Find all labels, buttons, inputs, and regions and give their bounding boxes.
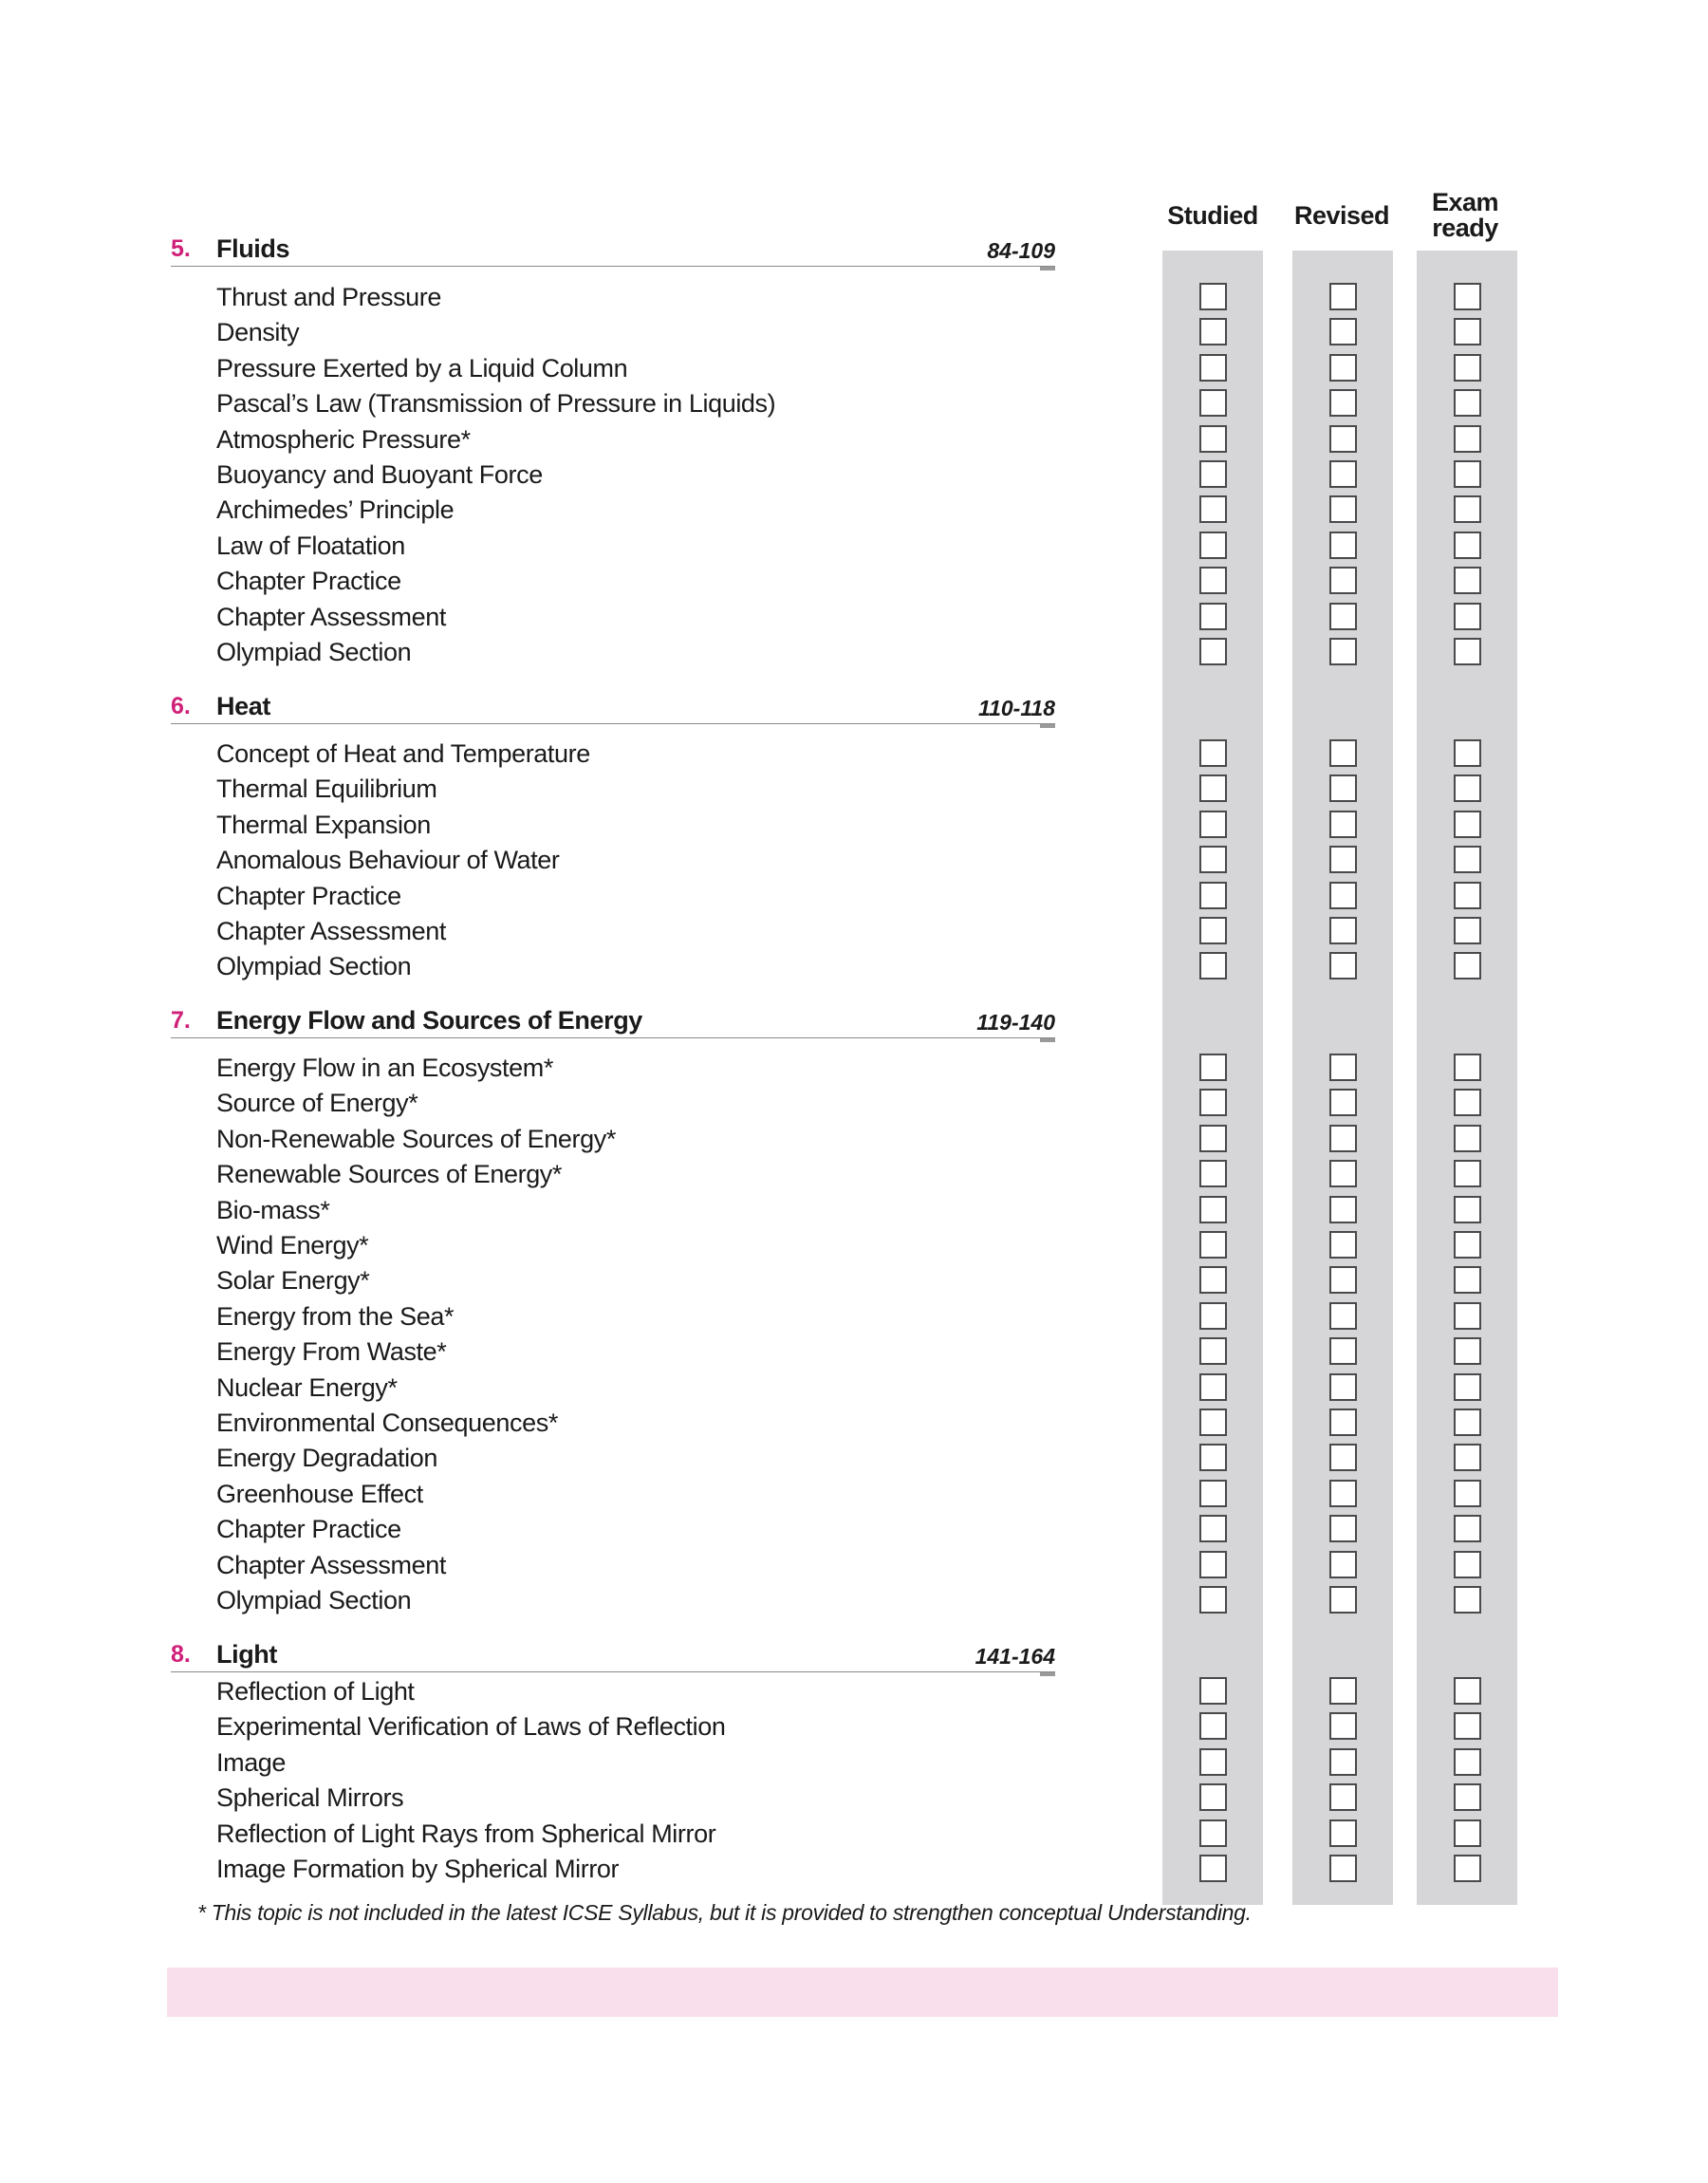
topic-item: Chapter Assessment xyxy=(216,1550,446,1579)
exam-ready-checkbox[interactable] xyxy=(1454,389,1481,417)
revised-checkbox[interactable] xyxy=(1329,882,1357,909)
exam-ready-checkbox[interactable] xyxy=(1454,1783,1481,1811)
studied-checkbox[interactable] xyxy=(1199,354,1227,382)
topic-item: Energy from the Sea* xyxy=(216,1301,455,1331)
exam-ready-checkbox[interactable] xyxy=(1454,1231,1481,1259)
revised-checkbox[interactable] xyxy=(1329,1586,1357,1614)
studied-checkbox[interactable] xyxy=(1199,739,1227,767)
topic-item: Image Formation by Spherical Mirror xyxy=(216,1855,620,1883)
studied-header: Studied xyxy=(1167,201,1258,230)
studied-checkbox[interactable] xyxy=(1199,846,1227,873)
exam-ready-checkbox[interactable] xyxy=(1454,1748,1481,1776)
footnote: * This topic is not included in the latest ICSE Syllabus, but it is provided to strengthen conceptual Understanding. xyxy=(197,1900,1252,1925)
studied-checkbox[interactable] xyxy=(1199,603,1227,630)
section-header xyxy=(171,689,1055,724)
studied-checkbox[interactable] xyxy=(1199,389,1227,417)
exam-ready-header xyxy=(1399,190,1532,241)
exam-ready-checkbox[interactable] xyxy=(1454,811,1481,838)
topic-item: Energy Flow in an Ecosystem* xyxy=(216,1054,553,1082)
revised-checkbox[interactable] xyxy=(1329,1302,1357,1330)
revised-checkbox[interactable] xyxy=(1329,774,1357,802)
exam-ready-checkbox[interactable] xyxy=(1454,638,1481,665)
revised-checkbox[interactable] xyxy=(1329,1125,1357,1152)
topic-item: Pressure Exerted by a Liquid Column xyxy=(216,353,628,382)
revised-checkbox[interactable] xyxy=(1329,1444,1357,1471)
studied-checkbox[interactable] xyxy=(1199,567,1227,594)
page-range-underline xyxy=(1040,724,1055,728)
topic-item: Chapter Assessment xyxy=(216,602,446,631)
studied-checkbox[interactable] xyxy=(1199,460,1227,488)
studied-checkbox[interactable] xyxy=(1199,1302,1227,1330)
exam-ready-checkbox[interactable] xyxy=(1454,1302,1481,1330)
topic-item: Density xyxy=(216,318,300,347)
exam-ready-checkbox[interactable] xyxy=(1454,1409,1481,1436)
exam-ready-checkbox[interactable] xyxy=(1454,1373,1481,1401)
exam-ready-checkbox[interactable] xyxy=(1454,603,1481,630)
studied-checkbox[interactable] xyxy=(1199,1231,1227,1259)
topic-item: Pascal’s Law (Transmission of Pressure in Liquids) xyxy=(216,389,776,419)
topic-item: Thermal Expansion xyxy=(216,810,431,839)
exam-ready-checkbox[interactable] xyxy=(1454,1266,1481,1294)
topic-item: Olympiad Section xyxy=(216,952,412,981)
page-range-underline xyxy=(1040,1038,1055,1042)
studied-checkbox[interactable] xyxy=(1199,495,1227,523)
studied-checkbox[interactable] xyxy=(1199,882,1227,909)
footer-band xyxy=(167,1968,1558,2017)
studied-checkbox[interactable] xyxy=(1199,318,1227,345)
topic-item: Thermal Equilibrium xyxy=(216,774,437,804)
section-page-range: 141-164 xyxy=(975,1644,1055,1669)
revised-checkbox[interactable] xyxy=(1329,1855,1357,1882)
exam-ready-checkbox[interactable] xyxy=(1454,318,1481,345)
topic-item: Energy From Waste* xyxy=(216,1337,447,1367)
revised-checkbox[interactable] xyxy=(1329,917,1357,944)
section-header xyxy=(171,232,1055,267)
studied-checkbox[interactable] xyxy=(1199,1409,1227,1436)
exam-ready-checkbox[interactable] xyxy=(1454,532,1481,559)
topic-item: Experimental Verification of Laws of Reflection xyxy=(216,1712,726,1742)
topic-item: Environmental Consequences* xyxy=(216,1409,558,1437)
studied-checkbox[interactable] xyxy=(1199,1586,1227,1614)
revised-checkbox[interactable] xyxy=(1329,389,1357,417)
exam-ready-checkbox[interactable] xyxy=(1454,1054,1481,1081)
exam-ready-checkbox[interactable] xyxy=(1454,1089,1481,1116)
topic-item: Olympiad Section xyxy=(216,1586,412,1614)
topic-item: Chapter Assessment xyxy=(216,917,446,945)
studied-checkbox[interactable] xyxy=(1199,811,1227,838)
revised-checkbox[interactable] xyxy=(1329,638,1357,665)
exam-ready-checkbox[interactable] xyxy=(1454,917,1481,944)
topic-item: Bio-mass* xyxy=(216,1195,330,1224)
revised-checkbox[interactable] xyxy=(1329,739,1357,767)
topic-item: Chapter Practice xyxy=(216,881,401,910)
exam-ready-checkbox[interactable] xyxy=(1454,283,1481,310)
section-title: Light xyxy=(216,1640,277,1669)
studied-checkbox[interactable] xyxy=(1199,1054,1227,1081)
revised-checkbox[interactable] xyxy=(1329,1677,1357,1705)
revised-checkbox[interactable] xyxy=(1329,846,1357,873)
topic-item: Buoyancy and Buoyant Force xyxy=(216,460,543,489)
exam-ready-checkbox[interactable] xyxy=(1454,882,1481,909)
topic-item: Atmospheric Pressure* xyxy=(216,424,471,454)
exam-ready-checkbox[interactable] xyxy=(1454,1337,1481,1365)
studied-checkbox[interactable] xyxy=(1199,283,1227,310)
revised-checkbox[interactable] xyxy=(1329,1515,1357,1542)
revised-checkbox[interactable] xyxy=(1329,495,1357,523)
revised-checkbox[interactable] xyxy=(1329,1337,1357,1365)
exam-ready-checkbox[interactable] xyxy=(1454,1551,1481,1578)
studied-checkbox[interactable] xyxy=(1199,1712,1227,1740)
exam-ready-checkbox[interactable] xyxy=(1454,774,1481,802)
section-number: 6. xyxy=(171,693,191,719)
studied-checkbox[interactable] xyxy=(1199,1337,1227,1365)
topic-item: Chapter Practice xyxy=(216,567,401,596)
section-page-range: 119-140 xyxy=(976,1010,1055,1035)
topic-item: Source of Energy* xyxy=(216,1089,418,1118)
studied-checkbox[interactable] xyxy=(1199,1677,1227,1705)
revised-checkbox[interactable] xyxy=(1329,1160,1357,1187)
revised-checkbox[interactable] xyxy=(1329,354,1357,382)
section-header xyxy=(171,1637,1055,1672)
topic-item: Chapter Practice xyxy=(216,1515,401,1544)
topic-item: Wind Energy* xyxy=(216,1231,369,1259)
studied-checkbox[interactable] xyxy=(1199,1515,1227,1542)
revised-checkbox[interactable] xyxy=(1329,1819,1357,1847)
section-title: Fluids xyxy=(216,234,290,263)
revised-checkbox[interactable] xyxy=(1329,1089,1357,1116)
studied-checkbox[interactable] xyxy=(1199,425,1227,453)
revised-checkbox[interactable] xyxy=(1329,1551,1357,1578)
exam-ready-checkbox[interactable] xyxy=(1454,952,1481,980)
studied-checkbox[interactable] xyxy=(1199,638,1227,665)
studied-checkbox[interactable] xyxy=(1199,917,1227,944)
studied-checkbox[interactable] xyxy=(1199,1125,1227,1152)
section-number: 5. xyxy=(171,235,191,262)
revised-checkbox[interactable] xyxy=(1329,425,1357,453)
exam-ready-checkbox[interactable] xyxy=(1454,1160,1481,1187)
page-range-underline xyxy=(1040,267,1055,271)
exam-ready-checkbox[interactable] xyxy=(1454,1819,1481,1847)
topic-item: Image xyxy=(216,1747,287,1777)
revised-checkbox[interactable] xyxy=(1329,1196,1357,1223)
topic-item: Spherical Mirrors xyxy=(216,1783,404,1813)
studied-checkbox[interactable] xyxy=(1199,1373,1227,1401)
section-page-range: 84-109 xyxy=(987,238,1055,263)
topic-item: Greenhouse Effect xyxy=(216,1479,423,1508)
exam-ready-checkbox[interactable] xyxy=(1454,425,1481,453)
topic-item: Reflection of Light Rays from Spherical Mirror xyxy=(216,1819,716,1848)
exam-ready-checkbox[interactable] xyxy=(1454,354,1481,382)
exam-ready-checkbox[interactable] xyxy=(1454,1855,1481,1882)
revised-checkbox[interactable] xyxy=(1329,1480,1357,1507)
revised-checkbox[interactable] xyxy=(1329,283,1357,310)
exam-ready-header-line1: Exam xyxy=(1431,188,1499,216)
revised-checkbox[interactable] xyxy=(1329,603,1357,630)
revised-checkbox[interactable] xyxy=(1329,811,1357,838)
studied-checkbox[interactable] xyxy=(1199,1089,1227,1116)
revised-checkbox[interactable] xyxy=(1329,1054,1357,1081)
revised-checkbox[interactable] xyxy=(1329,460,1357,488)
exam-ready-checkbox[interactable] xyxy=(1454,1677,1481,1705)
exam-ready-checkbox[interactable] xyxy=(1454,1712,1481,1740)
studied-checkbox[interactable] xyxy=(1199,1748,1227,1776)
section-title: Energy Flow and Sources of Energy xyxy=(216,1006,642,1035)
exam-ready-header-line2: ready xyxy=(1432,214,1498,242)
revised-checkbox[interactable] xyxy=(1329,952,1357,980)
revised-checkbox[interactable] xyxy=(1329,1783,1357,1811)
page-range-underline xyxy=(1040,1672,1055,1676)
revised-checkbox[interactable] xyxy=(1329,1266,1357,1294)
exam-ready-checkbox[interactable] xyxy=(1454,495,1481,523)
exam-ready-checkbox[interactable] xyxy=(1454,739,1481,767)
studied-checkbox[interactable] xyxy=(1199,1783,1227,1811)
topic-item: Law of Floatation xyxy=(216,531,405,560)
exam-ready-checkbox[interactable] xyxy=(1454,1480,1481,1507)
exam-ready-checkbox[interactable] xyxy=(1454,1444,1481,1471)
topic-item: Concept of Heat and Temperature xyxy=(216,739,590,768)
studied-checkbox[interactable] xyxy=(1199,532,1227,559)
revised-checkbox[interactable] xyxy=(1329,1712,1357,1740)
revised-checkbox[interactable] xyxy=(1329,318,1357,345)
section-number: 8. xyxy=(171,1641,191,1668)
revised-checkbox[interactable] xyxy=(1329,1231,1357,1259)
revised-checkbox[interactable] xyxy=(1329,1373,1357,1401)
studied-checkbox[interactable] xyxy=(1199,774,1227,802)
exam-ready-checkbox[interactable] xyxy=(1454,1196,1481,1223)
exam-ready-checkbox[interactable] xyxy=(1454,567,1481,594)
studied-checkbox[interactable] xyxy=(1199,1551,1227,1578)
topic-item: Renewable Sources of Energy* xyxy=(216,1160,563,1189)
topic-item: Solar Energy* xyxy=(216,1266,370,1296)
section-number: 7. xyxy=(171,1007,191,1034)
section-page-range: 110-118 xyxy=(978,696,1055,720)
revised-checkbox[interactable] xyxy=(1329,567,1357,594)
section-header xyxy=(171,1003,1055,1038)
studied-checkbox[interactable] xyxy=(1199,1266,1227,1294)
exam-ready-checkbox[interactable] xyxy=(1454,1586,1481,1614)
exam-ready-checkbox[interactable] xyxy=(1454,846,1481,873)
revised-checkbox[interactable] xyxy=(1329,1409,1357,1436)
topic-item: Anomalous Behaviour of Water xyxy=(216,846,560,875)
topic-item: Thrust and Pressure xyxy=(216,283,442,311)
section-title: Heat xyxy=(216,692,270,720)
topic-item: Energy Degradation xyxy=(216,1444,437,1473)
studied-checkbox[interactable] xyxy=(1199,1160,1227,1187)
topic-item: Non-Renewable Sources of Energy* xyxy=(216,1124,616,1153)
studied-checkbox[interactable] xyxy=(1199,1480,1227,1507)
studied-checkbox[interactable] xyxy=(1199,1855,1227,1882)
revised-checkbox[interactable] xyxy=(1329,1748,1357,1776)
revised-checkbox[interactable] xyxy=(1329,532,1357,559)
exam-ready-checkbox[interactable] xyxy=(1454,460,1481,488)
topic-item: Olympiad Section xyxy=(216,638,412,666)
topic-item: Nuclear Energy* xyxy=(216,1372,398,1402)
studied-checkbox[interactable] xyxy=(1199,1196,1227,1223)
revised-header: Revised xyxy=(1293,201,1390,230)
topic-item: Reflection of Light xyxy=(216,1677,415,1706)
studied-checkbox[interactable] xyxy=(1199,1444,1227,1471)
studied-checkbox[interactable] xyxy=(1199,1819,1227,1847)
topic-item: Archimedes’ Principle xyxy=(216,495,455,525)
exam-ready-checkbox[interactable] xyxy=(1454,1515,1481,1542)
exam-ready-checkbox[interactable] xyxy=(1454,1125,1481,1152)
studied-checkbox[interactable] xyxy=(1199,952,1227,980)
